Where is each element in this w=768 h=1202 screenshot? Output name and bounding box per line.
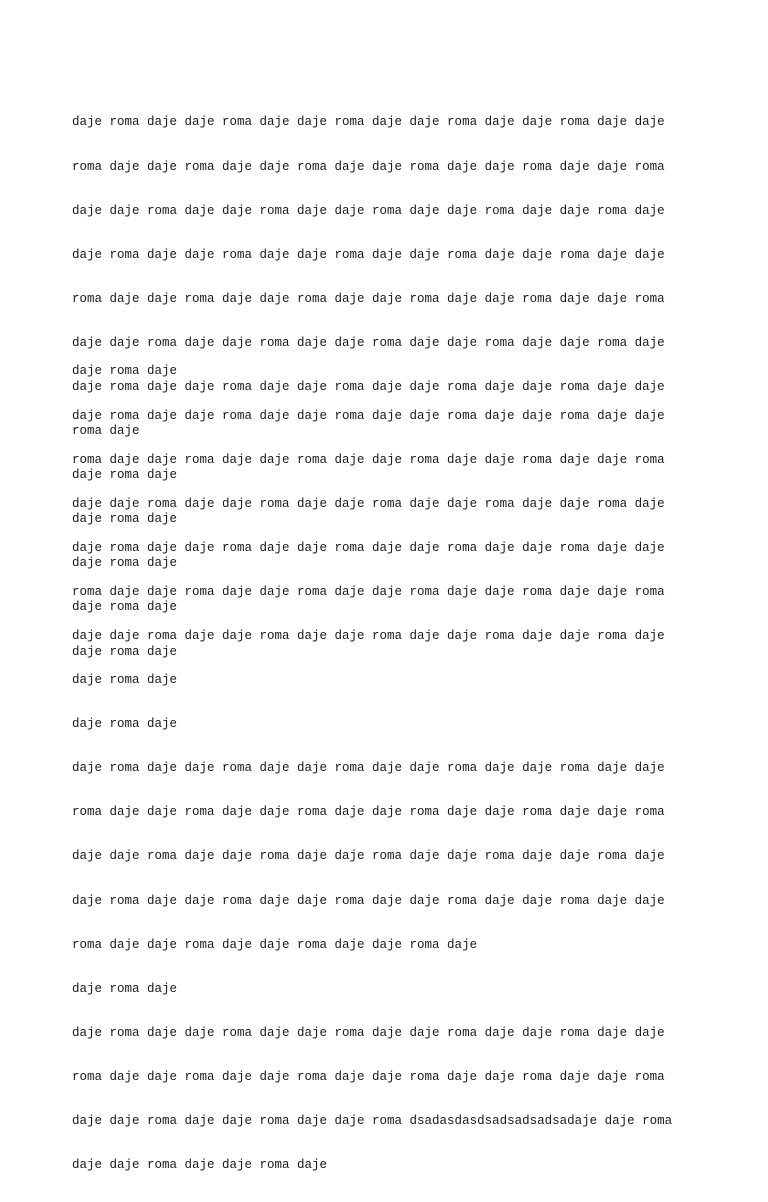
text-line: daje daje roma daje daje roma daje daje roma daje daje roma daje daje roma daje bbox=[72, 849, 665, 864]
text-line: roma daje daje roma daje daje roma daje daje roma daje daje roma daje daje roma bbox=[72, 805, 665, 820]
text-line: daje roma daje daje roma daje daje roma daje daje roma daje daje roma daje daje bbox=[72, 540, 665, 555]
text-line: daje daje roma daje daje roma daje daje roma dsadasdasdsadsadsadsadaje daje roma bbox=[72, 1114, 673, 1128]
text-line: daje roma daje bbox=[72, 717, 178, 732]
text-line: daje roma daje daje roma daje daje roma daje daje roma daje daje roma daje daje bbox=[72, 379, 665, 394]
text-line: daje roma daje bbox=[72, 364, 178, 379]
text-block-2 bbox=[72, 335, 672, 1202]
text-line: roma daje daje roma daje daje roma daje daje roma daje daje roma daje daje roma bbox=[72, 291, 665, 306]
text-line: daje roma daje daje roma daje daje roma daje daje roma daje daje roma daje daje bbox=[72, 893, 665, 908]
text-line: roma daje daje roma daje daje roma daje daje roma daje bbox=[72, 937, 478, 952]
text-line: daje daje roma daje daje roma daje daje roma daje daje roma daje daje roma daje bbox=[72, 496, 665, 511]
text-line: roma daje daje roma daje daje roma daje daje roma daje daje roma daje daje roma bbox=[72, 1069, 665, 1084]
text-line: daje roma daje daje roma daje daje roma daje daje roma daje daje roma daje daje bbox=[72, 1025, 665, 1040]
text-line: daje roma daje bbox=[72, 556, 178, 571]
text-line: daje daje roma daje daje roma daje daje roma daje daje roma daje daje roma daje bbox=[72, 335, 665, 350]
text-line: daje daje roma daje daje roma daje bbox=[72, 1158, 328, 1173]
text-line: daje roma daje bbox=[72, 981, 178, 996]
text-line: daje roma daje daje roma daje daje roma daje daje roma daje daje roma daje daje bbox=[72, 408, 665, 423]
text-line: daje roma daje daje roma daje daje roma daje daje roma daje daje roma daje daje bbox=[72, 761, 665, 776]
text-line: daje roma daje bbox=[72, 600, 178, 615]
text-line: daje daje roma daje daje roma daje daje roma daje daje roma daje daje roma daje bbox=[72, 203, 665, 218]
text-line: roma daje daje roma daje daje roma daje daje roma daje daje roma daje daje roma bbox=[72, 452, 665, 467]
text-line: roma daje daje roma daje daje roma daje daje roma daje daje roma daje daje roma bbox=[72, 584, 665, 599]
text-line: daje roma daje daje roma daje daje roma daje daje roma daje daje roma daje daje bbox=[72, 247, 665, 262]
text-line: daje roma daje daje roma daje daje roma daje daje roma daje daje roma daje daje bbox=[72, 115, 665, 130]
text-line: daje roma daje bbox=[72, 644, 178, 659]
text-line: daje roma daje bbox=[72, 468, 178, 483]
text-line: daje roma daje bbox=[72, 512, 178, 527]
text-line: roma daje daje roma daje daje roma daje daje roma daje daje roma daje daje roma bbox=[72, 159, 665, 174]
text-line: daje roma daje bbox=[72, 673, 178, 688]
text-line: roma daje bbox=[72, 424, 140, 439]
text-line: daje daje roma daje daje roma daje daje roma daje daje roma daje daje roma daje bbox=[72, 628, 665, 643]
